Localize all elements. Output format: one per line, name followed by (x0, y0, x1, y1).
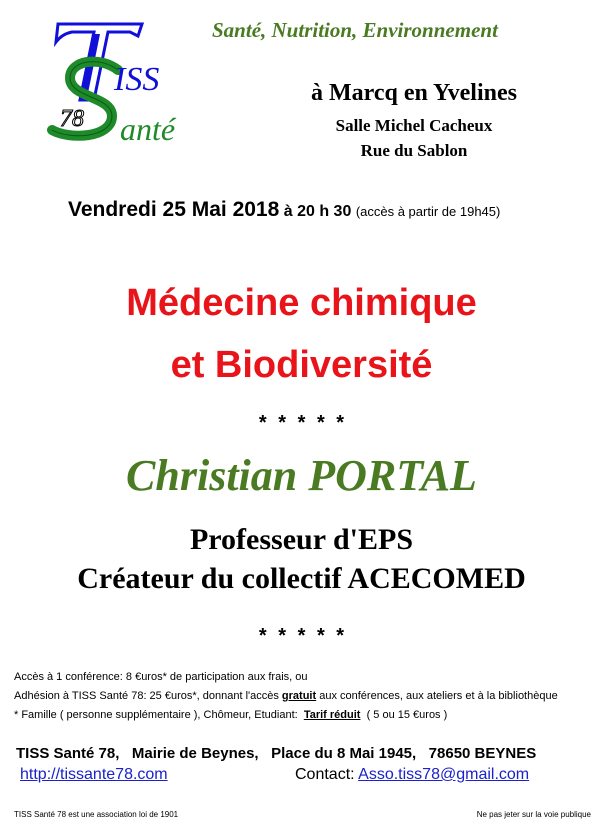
svg-text:anté: anté (120, 111, 176, 147)
pricing-line-2 (14, 690, 558, 702)
contact-label: Contact: (295, 766, 359, 783)
event-date (68, 198, 500, 222)
email-link[interactable]: Asso.tiss78@gmail.com (358, 766, 530, 783)
separator-2: * * * * * (258, 625, 345, 647)
venue-hall: Salle Michel Cacheux (335, 116, 493, 135)
pricing-line-1: Accès à 1 conférence: 8 €uros* de participation aux frais, ou (14, 671, 308, 683)
pricing-text: ( 5 ou 15 €uros ) (360, 709, 448, 721)
pricing-line-3 (14, 709, 447, 721)
title-line-1: Médecine chimique (126, 282, 477, 324)
reduced-rate-label: Tarif réduit (303, 709, 361, 721)
svg-text:ISS: ISS (114, 61, 160, 98)
speaker-role-2: Créateur du collectif ACECOMED (77, 562, 526, 595)
speaker-name: Christian PORTAL (126, 451, 477, 500)
pricing-text: Adhésion à TISS Santé 78: 25 €uros*, donnant l'accès (14, 690, 282, 702)
svg-text:78: 78 (60, 106, 84, 132)
address: TISS Santé 78, Mairie de Beynes, Place du 8 Mai 1945, 78650 BEYNES (16, 745, 537, 762)
footer-right: Ne pas jeter sur la voie publique (476, 810, 591, 819)
tiss-sante-logo-icon (30, 12, 190, 152)
pricing-text: aux conférences, aux ateliers et à la bibliothèque (316, 690, 558, 702)
footer-left: TISS Santé 78 est une association loi de 1901 (14, 810, 179, 819)
pricing-text: * Famille ( personne supplémentaire ), Chômeur, Etudiant: (14, 709, 304, 721)
event-day: Vendredi 25 Mai 2018 (68, 198, 280, 221)
tagline: Santé, Nutrition, Environnement (212, 18, 498, 42)
contact (295, 766, 529, 784)
speaker-role-1: Professeur d'EPS (189, 523, 414, 556)
event-access: (accès à partir de 19h45) (355, 204, 501, 219)
title-line-2: et Biodiversité (170, 344, 433, 386)
venue-town: à Marcq en Yvelines (311, 80, 517, 106)
gratuit-label: gratuit (281, 690, 317, 702)
venue-street: Rue du Sablon (360, 141, 468, 160)
website-link[interactable]: http://tissante78.com (20, 766, 168, 783)
separator: * * * * * (258, 412, 345, 434)
event-time: à 20 h 30 (283, 203, 352, 220)
logo (30, 12, 190, 152)
